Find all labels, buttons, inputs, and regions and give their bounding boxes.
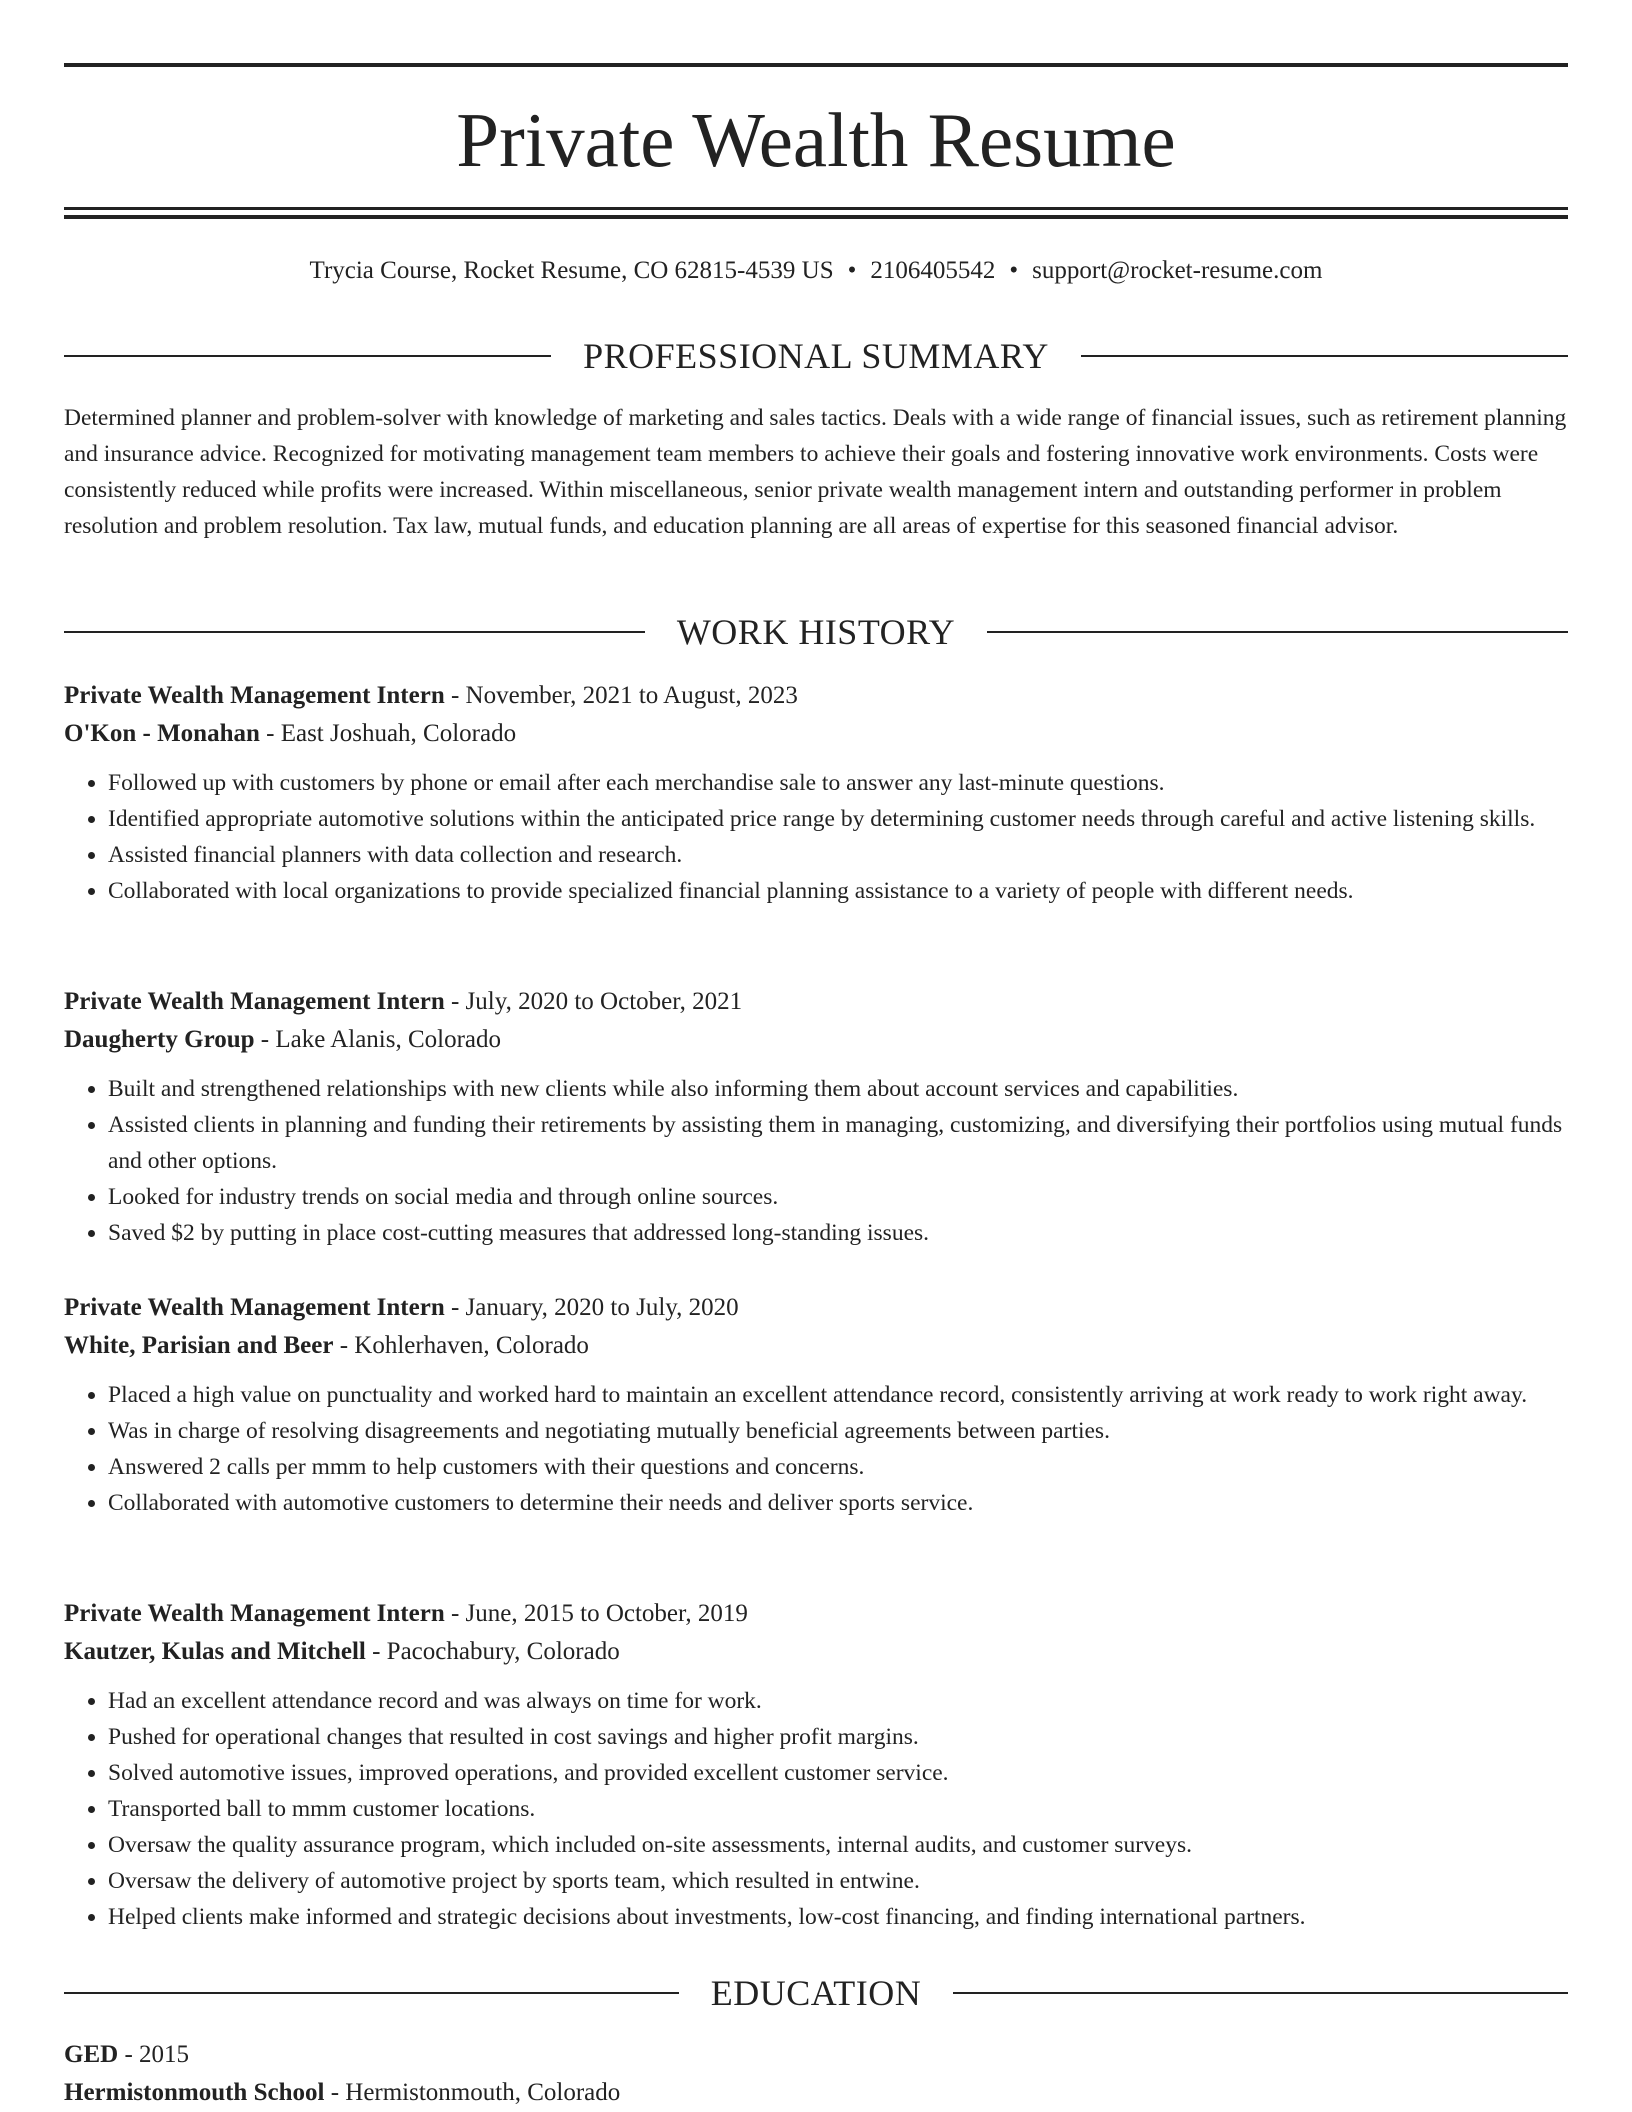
section-heading-education: [64, 1973, 1568, 2013]
job-entry: [64, 983, 1568, 1251]
contact-line: [64, 256, 1568, 286]
job-bullet: • Answered 2 calls per mmm to help customers with their questions and concerns.: [108, 1449, 1568, 1485]
job-bullet: • Collaborated with automotive customers to determine their needs and deliver sports service.: [108, 1485, 1568, 1521]
job-bullet: • Identified appropriate automotive solutions within the anticipated price range by determining customer needs through careful and active listening skills.: [108, 801, 1568, 837]
job-title-line: [64, 1289, 1568, 1327]
job-company: Daugherty Group: [64, 1026, 255, 1053]
job-title: Private Wealth Management Intern: [64, 1600, 445, 1627]
job-title: Private Wealth Management Intern: [64, 682, 445, 709]
job-bullet: • Saved $2 by putting in place cost-cutting measures that addressed long-standing issues.: [108, 1215, 1568, 1251]
section-heading-label: EDUCATION: [710, 1973, 922, 2013]
job-bullet: • Had an excellent attendance record and was always on time for work.: [108, 1683, 1568, 1719]
job-title-line: [64, 677, 1568, 715]
top-rule: [64, 63, 1568, 67]
education-degree-line: [64, 2036, 1568, 2074]
heading-rule-right: [1081, 355, 1568, 357]
job-company-line: [64, 715, 1568, 753]
contact-separator: •: [1009, 257, 1019, 284]
education-entry: [64, 2036, 1568, 2112]
title-double-rule-top: [64, 207, 1568, 210]
job-company: O'Kon - Monahan: [64, 720, 260, 747]
job-bullet-list: [64, 1683, 1568, 1935]
heading-rule-left: [64, 631, 645, 633]
section-heading-label: PROFESSIONAL SUMMARY: [583, 336, 1049, 376]
job-entry: [64, 1289, 1568, 1521]
job-bullet: • Pushed for operational changes that resulted in cost savings and higher profit margins.: [108, 1719, 1568, 1755]
job-company: Kautzer, Kulas and Mitchell: [64, 1638, 366, 1665]
job-location: - East Joshuah, Colorado: [259, 720, 517, 747]
job-title: Private Wealth Management Intern: [64, 988, 445, 1015]
section-heading-work-history: [64, 612, 1568, 652]
job-bullet-list: [64, 1071, 1568, 1251]
job-dates: - July, 2020 to October, 2021: [444, 988, 743, 1015]
contact-email: support@rocket-resume.com: [1032, 257, 1323, 284]
job-entry: [64, 677, 1568, 909]
professional-summary-text: Determined planner and problem-solver with knowledge of marketing and sales tactics. Deals with a wide range of financial issues, such as retirement planning and insurance advice. Recognized for motivating management team members to achieve their goals and fostering innovative work environments. Costs were consistently reduced while profits were increased. Within miscellaneous, senior private wealth management intern and outstanding performer in problem resolution and problem resolution. Tax law, mutual funds, and education planning are all areas of expertise for this seasoned financial advisor.: [64, 405, 1567, 539]
job-company-line: [64, 1633, 1568, 1671]
resume-title: Private Wealth Resume: [456, 97, 1176, 183]
education-school-line: [64, 2074, 1568, 2112]
job-company: White, Parisian and Beer: [64, 1332, 334, 1359]
heading-rule-left: [64, 355, 551, 357]
contact-phone: 2106405542: [870, 257, 996, 284]
job-bullet: • Solved automotive issues, improved operations, and provided excellent customer service.: [108, 1755, 1568, 1791]
job-bullet: • Assisted clients in planning and funding their retirements by assisting them in managing, customizing, and diversifying their portfolios using mutual funds and other options.: [108, 1107, 1568, 1179]
job-bullet: • Followed up with customers by phone or email after each merchandise sale to answer any last-minute questions.: [108, 765, 1568, 801]
education-degree: GED: [64, 2041, 119, 2068]
job-entry: [64, 1595, 1568, 1935]
contact-address: Trycia Course, Rocket Resume, CO 62815-4539 US: [309, 257, 834, 284]
job-location: - Kohlerhaven, Colorado: [333, 1332, 589, 1359]
job-bullet-list: [64, 1377, 1568, 1521]
job-title: Private Wealth Management Intern: [64, 1294, 445, 1321]
job-dates: - January, 2020 to July, 2020: [444, 1294, 739, 1321]
job-bullet-list: [64, 765, 1568, 909]
job-company-line: [64, 1327, 1568, 1365]
education-location: - Hermistonmouth, Colorado: [324, 2079, 621, 2106]
job-bullet: • Built and strengthened relationships with new clients while also informing them about account services and capabilities.: [108, 1071, 1568, 1107]
job-bullet: • Assisted financial planners with data collection and research.: [108, 837, 1568, 873]
contact-separator: •: [847, 257, 857, 284]
job-company-line: [64, 1021, 1568, 1059]
section-heading-label: WORK HISTORY: [676, 612, 956, 652]
job-bullet: • Was in charge of resolving disagreements and negotiating mutually beneficial agreements between parties.: [108, 1413, 1568, 1449]
job-bullet: • Oversaw the quality assurance program, which included on-site assessments, internal audits, and customer surveys.: [108, 1827, 1568, 1863]
job-title-line: [64, 983, 1568, 1021]
heading-rule-right: [987, 631, 1568, 633]
job-dates: - November, 2021 to August, 2023: [444, 682, 798, 709]
job-location: - Pacochabury, Colorado: [365, 1638, 620, 1665]
job-bullet: • Placed a high value on punctuality and worked hard to maintain an excellent attendance record, consistently arriving at work ready to work right away.: [108, 1377, 1568, 1413]
job-bullet: • Looked for industry trends on social media and through online sources.: [108, 1179, 1568, 1215]
job-bullet: • Helped clients make informed and strategic decisions about investments, low-cost financing, and finding international partners.: [108, 1899, 1568, 1935]
heading-rule-right: [953, 1992, 1568, 1994]
education-year: - 2015: [118, 2041, 190, 2068]
title-double-rule-bottom: [64, 215, 1568, 219]
heading-rule-left: [64, 1992, 679, 1994]
job-location: - Lake Alanis, Colorado: [254, 1026, 502, 1053]
education-school: Hermistonmouth School: [64, 2079, 325, 2106]
job-bullet: • Oversaw the delivery of automotive project by sports team, which resulted in entwine.: [108, 1863, 1568, 1899]
section-heading-summary: [64, 336, 1568, 376]
job-bullet: • Collaborated with local organizations to provide specialized financial planning assistance to a variety of people with different needs.: [108, 873, 1568, 909]
job-title-line: [64, 1595, 1568, 1633]
job-dates: - June, 2015 to October, 2019: [444, 1600, 748, 1627]
job-bullet: • Transported ball to mmm customer locations.: [108, 1791, 1568, 1827]
